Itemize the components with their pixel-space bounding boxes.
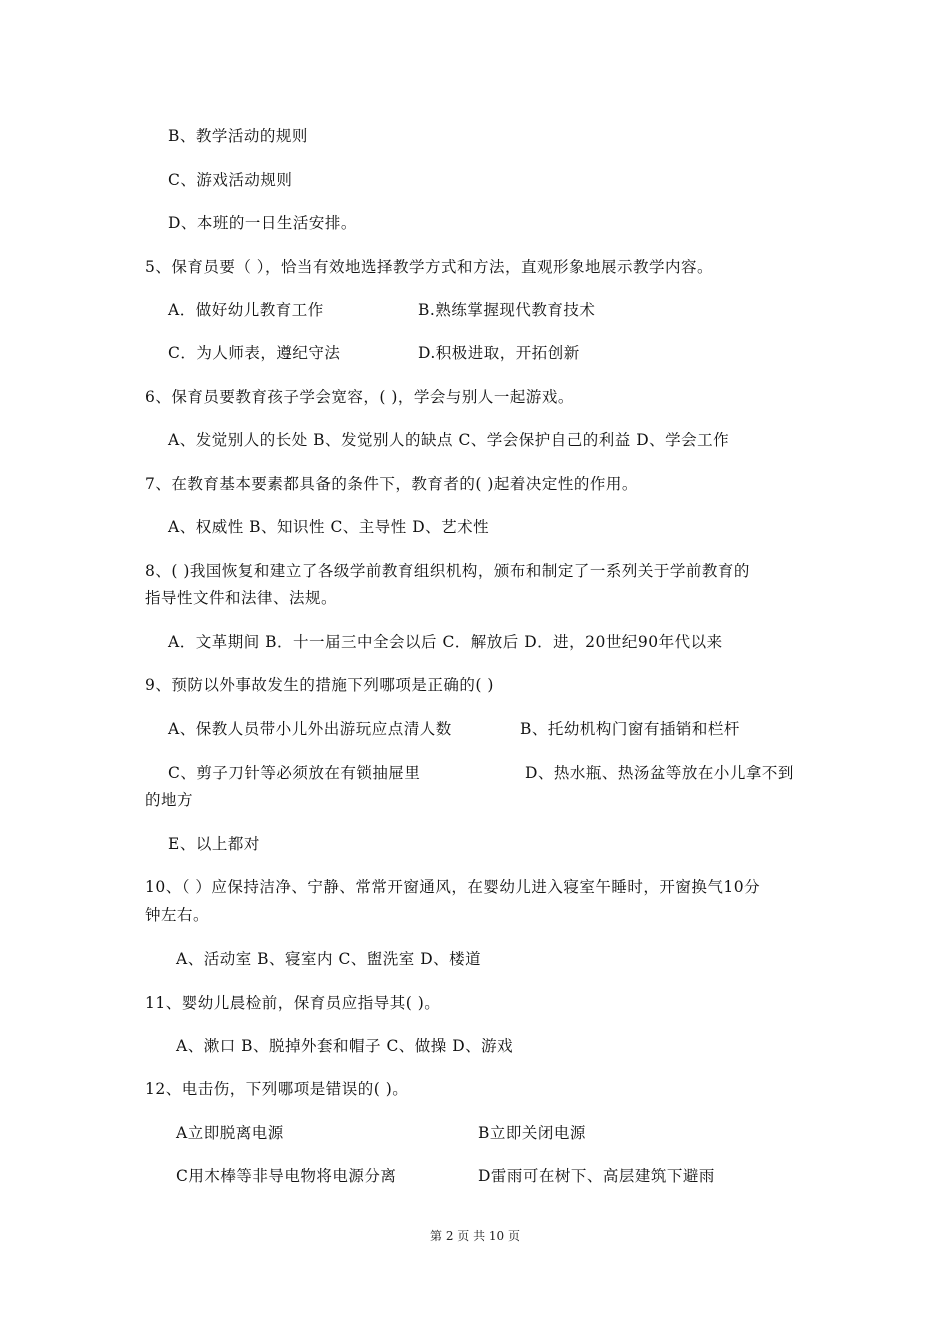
question-5-option-c: C．为人师表，遵纪守法 (168, 344, 341, 362)
question-5-option-d: D.积极进取，开拓创新 (418, 344, 580, 362)
question-11-options: A、漱口 B、脱掉外套和帽子 C、做操 D、游戏 (176, 1037, 514, 1055)
question-5-option-a: A．做好幼儿教育工作 (168, 301, 324, 319)
question-12-stem: 12、电击伤，下列哪项是错误的( )。 (145, 1080, 409, 1098)
prev-option-c: C、游戏活动规则 (168, 171, 293, 189)
prev-option-b: B、教学活动的规则 (168, 127, 308, 145)
question-8-stem-line2: 指导性文件和法律、法规。 (145, 589, 338, 607)
prev-option-d: D、本班的一日生活安排。 (168, 214, 357, 232)
question-12-option-d: D雷雨可在树下、高层建筑下避雨 (478, 1167, 715, 1185)
question-12-option-c: C用木棒等非导电物将电源分离 (176, 1167, 397, 1185)
question-8-stem-line1: 8、( )我国恢复和建立了各级学前教育组织机构，颁布和制定了一系列关于学前教育的 (145, 562, 750, 580)
question-6-options: A、发觉别人的长处 B、发觉别人的缺点 C、学会保护自己的利益 D、学会工作 (168, 431, 730, 449)
question-9-option-d-line2: 的地方 (145, 791, 194, 809)
question-9-stem: 9、预防以外事故发生的措施下列哪项是正确的( ) (145, 676, 494, 694)
question-5-stem: 5、保育员要（ ），恰当有效地选择教学方式和方法，直观形象地展示教学内容。 (145, 258, 714, 276)
question-6-stem: 6、保育员要教育孩子学会宽容，( )，学会与别人一起游戏。 (145, 388, 574, 406)
question-12-option-b: B立即关闭电源 (478, 1124, 586, 1142)
question-9-option-b: B、托幼机构门窗有插销和栏杆 (520, 720, 740, 738)
question-9-option-a: A、保教人员带小儿外出游玩应点清人数 (168, 720, 452, 738)
question-11-stem: 11、婴幼儿晨检前，保育员应指导其( )。 (145, 994, 441, 1012)
question-9-option-d-line1: D、热水瓶、热汤盆等放在小儿拿不到 (525, 764, 794, 782)
question-10-options: A、活动室 B、寝室内 C、盥洗室 D、楼道 (176, 950, 482, 968)
question-7-stem: 7、在教育基本要素都具备的条件下，教育者的( )起着决定性的作用。 (145, 475, 638, 493)
question-10-stem-line2: 钟左右。 (145, 906, 210, 924)
question-12-option-a: A立即脱离电源 (176, 1124, 284, 1142)
page-number-footer: 第 2 页 共 10 页 (430, 1229, 520, 1243)
question-7-options: A、权威性 B、知识性 C、主导性 D、艺术性 (168, 518, 490, 536)
question-9-option-c: C、剪子刀针等必须放在有锁抽屉里 (168, 764, 421, 782)
question-10-stem-line1: 10、（ ）应保持洁净、宁静、常常开窗通风，在婴幼儿进入寝室午睡时，开窗换气10分 (145, 878, 761, 896)
question-9-option-e: E、以上都对 (168, 835, 260, 853)
question-5-option-b: B.熟练掌握现代教育技术 (418, 301, 596, 319)
question-8-options: A．文革期间 B．十一届三中全会以后 C．解放后 D．进，20世纪90年代以来 (168, 633, 723, 651)
